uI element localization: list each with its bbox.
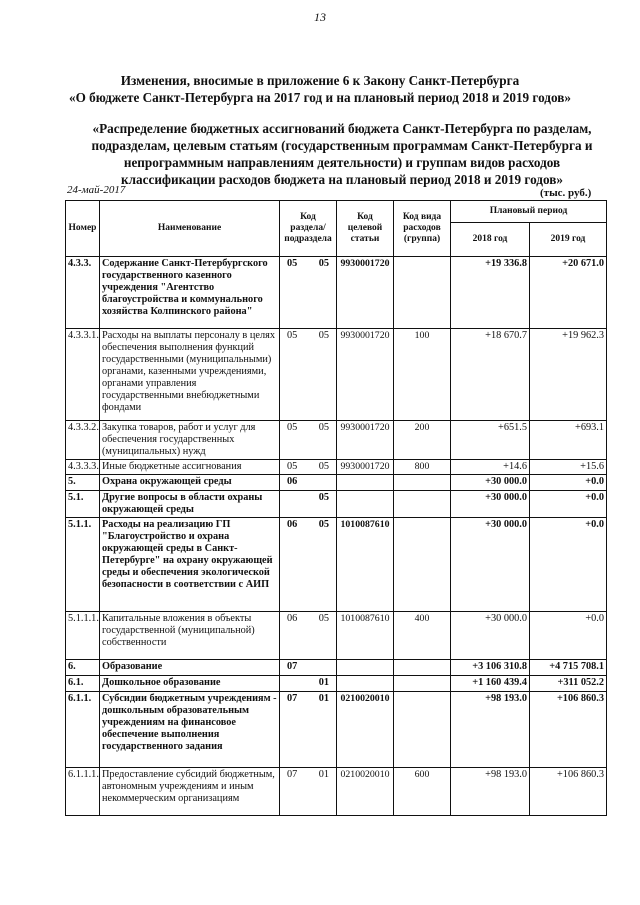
row-podrazdel: 05: [318, 492, 329, 503]
row-razdel: 06: [287, 613, 298, 624]
row-podrazdel: 05: [318, 461, 329, 472]
row-razdel-cell: [280, 421, 337, 460]
row-2019: +4 715 708.1: [530, 660, 607, 676]
row-razdel: 05: [287, 461, 298, 472]
header-plan-period: Плановый период: [451, 201, 607, 223]
row-razdel: 05: [287, 422, 298, 433]
table-row: [66, 768, 607, 816]
row-2019: +0.0: [530, 491, 607, 518]
row-name: Охрана окружающей среды: [100, 475, 280, 491]
row-podrazdel: 05: [318, 330, 329, 341]
row-razdel: 07: [287, 661, 298, 672]
header-name: Наименование: [100, 201, 280, 257]
row-2018: +14.6: [451, 460, 530, 475]
row-vid: [394, 491, 451, 518]
row-razdel-cell: [280, 475, 337, 491]
row-2019: +106 860.3: [530, 692, 607, 768]
row-2018: +651.5: [451, 421, 530, 460]
row-razdel-cell: [280, 612, 337, 660]
row-razdel-cell: [280, 660, 337, 676]
row-vid: [394, 692, 451, 768]
title-line: Изменения, вносимые в приложение 6 к Закону Санкт-Петербурга: [120, 73, 520, 88]
row-name: Капитальные вложения в объекты государственной (муниципальной) собственности: [100, 612, 280, 660]
row-number: 5.1.1.: [66, 518, 100, 612]
row-name: Предоставление субсидий бюджетным, автономным учреждениям и иным некоммерческим организациям: [100, 768, 280, 816]
row-number: 5.: [66, 475, 100, 491]
row-razdel: 07: [287, 769, 298, 780]
row-2018: +30 000.0: [451, 491, 530, 518]
title-line: «О бюджете Санкт-Петербурга на 2017 год и на плановый период 2018 и 2019 годов»: [69, 90, 571, 105]
row-2019: +0.0: [530, 475, 607, 491]
row-razdel-cell: [280, 460, 337, 475]
table-row: [66, 329, 607, 421]
row-2018: +98 193.0: [451, 768, 530, 816]
row-target: 9930001720: [337, 460, 394, 475]
row-vid: [394, 660, 451, 676]
row-podrazdel: 01: [318, 769, 329, 780]
table-row: [66, 660, 607, 676]
row-2019: +15.6: [530, 460, 607, 475]
row-2019: +0.0: [530, 612, 607, 660]
budget-table: [65, 200, 607, 816]
row-target: 9930001720: [337, 257, 394, 329]
row-2018: +30 000.0: [451, 612, 530, 660]
table-row: [66, 460, 607, 475]
row-podrazdel: 05: [318, 519, 329, 530]
row-razdel-cell: [280, 329, 337, 421]
row-vid: 200: [394, 421, 451, 460]
row-2019: +19 962.3: [530, 329, 607, 421]
row-2018: +3 106 310.8: [451, 660, 530, 676]
row-2018: +18 670.7: [451, 329, 530, 421]
row-razdel: 06: [287, 476, 298, 487]
row-razdel-cell: [280, 676, 337, 692]
row-number: 6.1.1.: [66, 692, 100, 768]
row-podrazdel: 01: [318, 693, 329, 704]
row-number: 6.: [66, 660, 100, 676]
row-target: [337, 660, 394, 676]
table-row: [66, 676, 607, 692]
row-name: Расходы на выплаты персоналу в целях обеспечения выполнения функций государственными (муниципальными) органами, казенными учреждениями, органами управления государственными внебюджетными фондами: [100, 329, 280, 421]
row-target: 0210020010: [337, 768, 394, 816]
row-target: 1010087610: [337, 612, 394, 660]
row-vid: 100: [394, 329, 451, 421]
row-vid: [394, 676, 451, 692]
row-name: Содержание Санкт-Петербургского государственного казенного учреждения "Агентство благоустройства и коммунального хозяйства Колпинского района": [100, 257, 280, 329]
row-name: Дошкольное образование: [100, 676, 280, 692]
row-razdel-cell: [280, 491, 337, 518]
row-2018: +30 000.0: [451, 518, 530, 612]
row-name: Расходы на реализацию ГП "Благоустройство и охрана окружающей среды в Санкт-Петербурге" на охрану окружающей среды и обеспечения экологической безопасности в соответствии с АИП: [100, 518, 280, 612]
row-razdel-cell: [280, 518, 337, 612]
table-body: [66, 257, 607, 816]
subtitle-line: «Распределение бюджетных ассигнований бюджета Санкт-Петербурга по разделам,: [92, 121, 592, 136]
table-row: [66, 257, 607, 329]
header-target: Код целевой статьи: [337, 201, 394, 257]
row-podrazdel: 05: [318, 613, 329, 624]
row-2019: +20 671.0: [530, 257, 607, 329]
row-2019: +106 860.3: [530, 768, 607, 816]
header-2018: 2018 год: [451, 223, 530, 257]
units-label: (тыс. руб.): [540, 187, 592, 199]
row-target: 0210020010: [337, 692, 394, 768]
row-vid: [394, 475, 451, 491]
row-number: 4.3.3.3.: [66, 460, 100, 475]
header-num: Номер: [66, 201, 100, 257]
row-vid: 400: [394, 612, 451, 660]
row-razdel: 05: [287, 330, 298, 341]
row-number: 5.1.1.1.: [66, 612, 100, 660]
row-name: Субсидии бюджетным учреждениям - дошкольным образовательным учреждениям на финансовое обеспечение выполнения государственного задания: [100, 692, 280, 768]
row-razdel-cell: [280, 768, 337, 816]
row-vid: 800: [394, 460, 451, 475]
row-number: 6.1.: [66, 676, 100, 692]
header-razdel: Код раздела/ подраздела: [280, 201, 337, 257]
row-vid: 600: [394, 768, 451, 816]
subtitle-line: классификации расходов бюджета на плановый период 2018 и 2019 годов»: [121, 172, 563, 187]
row-target: [337, 491, 394, 518]
row-2019: +311 052.2: [530, 676, 607, 692]
row-number: 4.3.3.: [66, 257, 100, 329]
row-podrazdel: 05: [318, 422, 329, 433]
row-vid: [394, 257, 451, 329]
header-vid: Код вида расходов (группа): [394, 201, 451, 257]
header-2019: 2019 год: [530, 223, 607, 257]
row-target: [337, 475, 394, 491]
table-row: [66, 491, 607, 518]
row-target: [337, 676, 394, 692]
row-vid: [394, 518, 451, 612]
document-title: [0, 72, 640, 106]
table-row: [66, 475, 607, 491]
row-target: 1010087610: [337, 518, 394, 612]
row-name: Иные бюджетные ассигнования: [100, 460, 280, 475]
document-date: 24-май-2017: [67, 184, 126, 196]
table-row: [66, 518, 607, 612]
row-razdel: 05: [287, 258, 298, 269]
table-row: [66, 612, 607, 660]
row-name: Закупка товаров, работ и услуг для обеспечения государственных (муниципальных) нужд: [100, 421, 280, 460]
table-row: [66, 421, 607, 460]
subtitle-line: непрограммным направлениям деятельности) и группам видов расходов: [123, 155, 561, 170]
row-target: 9930001720: [337, 329, 394, 421]
row-name: Другие вопросы в области охраны окружающей среды: [100, 491, 280, 518]
row-razdel-cell: [280, 257, 337, 329]
row-target: 9930001720: [337, 421, 394, 460]
row-number: 4.3.3.2.: [66, 421, 100, 460]
row-razdel: 06: [287, 519, 298, 530]
table-row: [66, 692, 607, 768]
row-razdel-cell: [280, 692, 337, 768]
document-subtitle: [58, 120, 626, 188]
row-number: 6.1.1.1.: [66, 768, 100, 816]
row-2018: +98 193.0: [451, 692, 530, 768]
row-name: Образование: [100, 660, 280, 676]
row-2019: +0.0: [530, 518, 607, 612]
row-2018: +1 160 439.4: [451, 676, 530, 692]
row-podrazdel: 01: [318, 677, 329, 688]
row-number: 4.3.3.1.: [66, 329, 100, 421]
row-2018: +19 336.8: [451, 257, 530, 329]
row-2018: +30 000.0: [451, 475, 530, 491]
page-number: 13: [314, 10, 326, 24]
row-podrazdel: 05: [318, 258, 329, 269]
row-number: 5.1.: [66, 491, 100, 518]
row-2019: +693.1: [530, 421, 607, 460]
row-razdel: 07: [287, 693, 298, 704]
subtitle-line: подразделам, целевым статьям (государственным программам Санкт-Петербурга и: [91, 138, 593, 153]
